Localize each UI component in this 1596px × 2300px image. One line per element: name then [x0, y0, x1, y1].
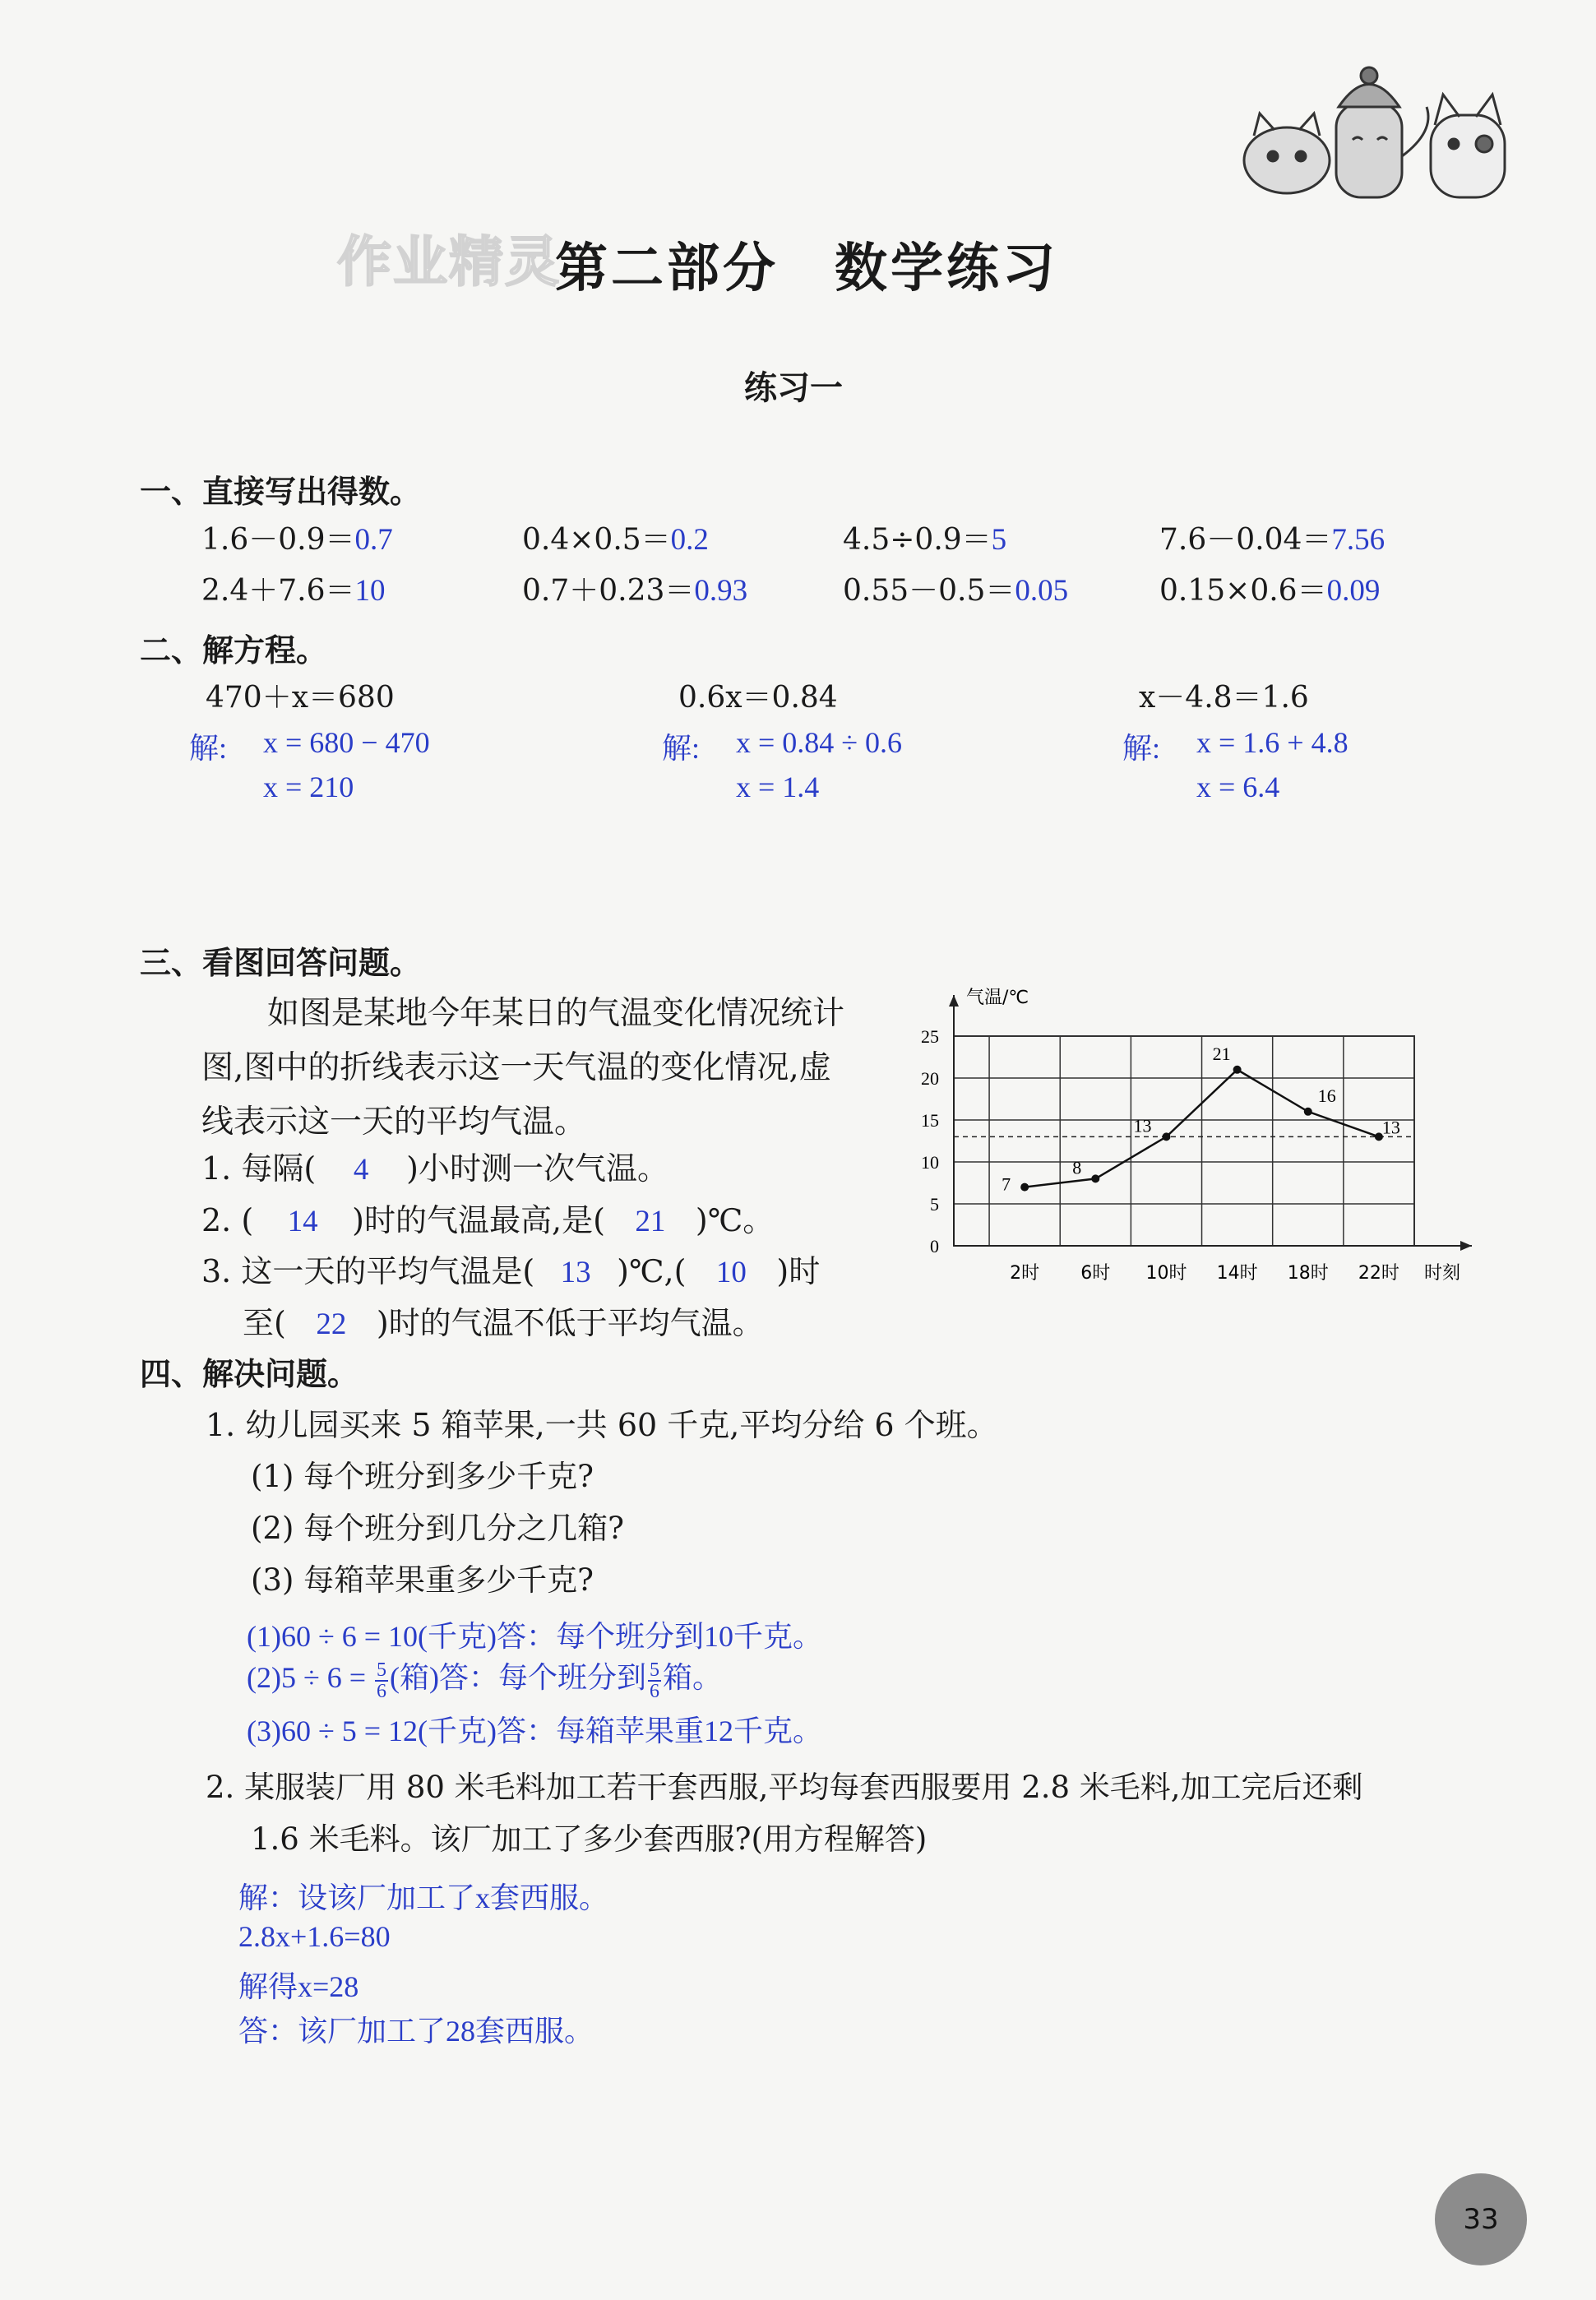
problem1-answer-1: (1)60 ÷ 6 = 10(千克)答：每个班分到10千克。 [247, 1620, 823, 1653]
answer: 10 [715, 1256, 747, 1289]
solve-label: 解: [189, 732, 228, 765]
question-text: 0.55－0.5＝ [843, 574, 1015, 608]
question-text: 1.6－0.9＝ [201, 523, 355, 557]
problem1-stem: 1. 幼儿园买来 5 箱苹果,一共 60 千克,平均分给 6 个班。 [206, 1407, 998, 1443]
y-tick-label: 10 [921, 1152, 939, 1173]
data-point [1091, 1174, 1099, 1182]
equation: 470＋x＝680 [206, 681, 395, 715]
section1-heading: 一、直接写出得数。 [140, 474, 422, 510]
answer: 0.93 [694, 574, 748, 608]
q-text: )℃。 [695, 1202, 775, 1238]
answer: 0.05 [1015, 574, 1069, 608]
solution-step: x = 1.4 [736, 771, 820, 803]
solution-step: x = 6.4 [1196, 771, 1280, 803]
q-text: )时 [776, 1253, 821, 1289]
x-tick-label: 2时 [1010, 1263, 1040, 1284]
question-text: 0.15×0.6＝ [1159, 574, 1327, 608]
data-point [1233, 1066, 1242, 1074]
page-number: 33 [1435, 2173, 1527, 2265]
solution-step: x = 1.6 + 4.8 [1196, 726, 1349, 759]
denominator: 6 [650, 1680, 660, 1702]
question-text: 7.6－0.04＝ [1159, 523, 1332, 557]
answer: 14 [287, 1205, 318, 1238]
answer: 13 [560, 1256, 591, 1289]
problem2-answer-4: 答：该厂加工了28套西服。 [238, 2015, 594, 2048]
problem2-answer-2: 2.8x+1.6=80 [238, 1920, 391, 1953]
equation: 0.6x＝0.84 [678, 681, 838, 715]
page-title: 第二部分 数学练习 [555, 238, 1058, 299]
x-tick-label: 18时 [1287, 1263, 1329, 1284]
x-axis-arrow [1460, 1241, 1472, 1251]
q-text: 1. 每隔( [201, 1150, 317, 1187]
cats-illustration [1233, 58, 1529, 206]
arithmetic-item [522, 567, 747, 609]
desc-line: 图,图中的折线表示这一天气温的变化情况,虚 [201, 1049, 831, 1086]
data-label: 21 [1212, 1043, 1231, 1064]
q-text: )℃,( [617, 1253, 687, 1289]
problem1-answer-2 [247, 1654, 722, 1701]
y-tick-label: 15 [921, 1110, 939, 1131]
data-point [1304, 1108, 1312, 1116]
question-text: 2.4＋7.6＝ [201, 574, 355, 608]
desc-line: 如图是某地今年某日的气温变化情况统计 [267, 995, 845, 1032]
data-point [1020, 1183, 1029, 1192]
solve-label: 解: [662, 732, 701, 765]
arithmetic-item [1159, 567, 1380, 609]
answer: 22 [316, 1307, 347, 1341]
problem2-answer-1: 解：设该厂加工了x套西服。 [238, 1881, 609, 1914]
problem2-answer-3: 解得x=28 [238, 1970, 359, 2003]
problem1-sub2: (2) 每个班分到几分之几箱? [251, 1511, 625, 1546]
answer: 0.7 [354, 523, 393, 557]
fraction [375, 1660, 388, 1701]
data-label: 7 [1002, 1173, 1011, 1195]
solution-step: x = 210 [263, 771, 354, 803]
exercise-title: 练习一 [744, 368, 843, 407]
chart-question-2 [201, 1195, 774, 1240]
chart-description [201, 987, 900, 1150]
answer: 4 [353, 1153, 369, 1187]
problem2-stem-line1: 2. 某服装厂用 80 米毛料加工若干套西服,平均每套西服要用 2.8 米毛料,加工完后还剩 [206, 1770, 1363, 1805]
x-tick-label: 6时 [1080, 1263, 1111, 1284]
arithmetic-item [201, 516, 393, 558]
y-tick-label: 5 [930, 1194, 939, 1215]
answer: 0.09 [1326, 574, 1381, 608]
question-text: 0.4×0.5＝ [522, 523, 671, 557]
arithmetic-item [843, 516, 1006, 558]
x-tick-label: 10时 [1145, 1263, 1187, 1284]
y-tick-label: 25 [921, 1026, 939, 1047]
q-text: )时的气温不低于平均气温。 [376, 1305, 764, 1341]
answer: 5 [991, 523, 1007, 557]
section4-heading: 四、解决问题。 [140, 1356, 359, 1392]
data-point [1162, 1132, 1170, 1141]
q-text: )小时测一次气温。 [406, 1150, 668, 1187]
x-tick-label: 14时 [1216, 1263, 1258, 1284]
q-text: 3. 这一天的平均气温是( [201, 1253, 535, 1289]
watermark: 作业精灵 [337, 230, 561, 294]
arithmetic-item [1159, 516, 1385, 558]
section3-heading: 三、看图回答问题。 [140, 945, 422, 981]
section2-heading: 二、解方程。 [140, 632, 328, 669]
chart-frame [954, 1036, 1414, 1246]
data-label: 13 [1133, 1115, 1152, 1136]
chart-question-3 [201, 1246, 820, 1291]
solution-step: x = 0.84 ÷ 0.6 [736, 726, 903, 759]
problem1-sub1: (1) 每个班分到多少千克? [251, 1459, 594, 1494]
y-tick-label: 20 [921, 1068, 939, 1089]
y-axis-arrow [949, 995, 959, 1007]
answer: 10 [354, 574, 386, 608]
answer-text: (2)5 ÷ 6 = [247, 1661, 374, 1694]
x-tick-label: 22时 [1358, 1263, 1399, 1284]
temperature-chart [904, 979, 1480, 1291]
solution-step: x = 680 − 470 [263, 726, 430, 759]
numerator: 5 [377, 1659, 387, 1681]
question-text: 4.5÷0.9＝ [843, 523, 992, 557]
q-text: 至( [243, 1305, 286, 1341]
arithmetic-item [843, 567, 1068, 609]
q-text: )时的气温最高,是( [352, 1202, 605, 1238]
desc-line: 线表示这一天的平均气温。 [201, 1104, 587, 1141]
y-axis-label: 气温/℃ [966, 988, 1029, 1008]
problem2-stem-line2: 1.6 米毛料。该厂加工了多少套西服?(用方程解答) [251, 1821, 928, 1857]
data-label: 8 [1072, 1157, 1082, 1178]
arithmetic-item [201, 567, 386, 609]
answer-text: 箱。 [663, 1661, 723, 1694]
solve-label: 解: [1122, 732, 1161, 765]
data-label: 16 [1317, 1085, 1336, 1106]
chart-question-1 [201, 1143, 668, 1188]
answer: 0.2 [670, 523, 709, 557]
equation: x－4.8＝1.6 [1139, 681, 1309, 715]
fraction [648, 1660, 661, 1701]
numerator: 5 [650, 1659, 660, 1681]
chart-question-3-line2 [243, 1298, 764, 1343]
answer: 7.56 [1331, 523, 1386, 557]
answer-text: (箱)答：每个班分到 [390, 1661, 647, 1694]
x-axis-label: 时刻 [1424, 1263, 1461, 1284]
problem1-sub3: (3) 每箱苹果重多少千克? [251, 1562, 594, 1598]
answer: 21 [635, 1205, 666, 1238]
q-text: 2. ( [201, 1202, 254, 1238]
denominator: 6 [377, 1680, 387, 1702]
y-tick-label: 0 [930, 1236, 939, 1256]
problem1-answer-3: (3)60 ÷ 5 = 12(千克)答：每箱苹果重12千克。 [247, 1715, 823, 1747]
data-label: 13 [1381, 1117, 1400, 1138]
question-text: 0.7＋0.23＝ [522, 574, 695, 608]
arithmetic-item [522, 516, 709, 558]
